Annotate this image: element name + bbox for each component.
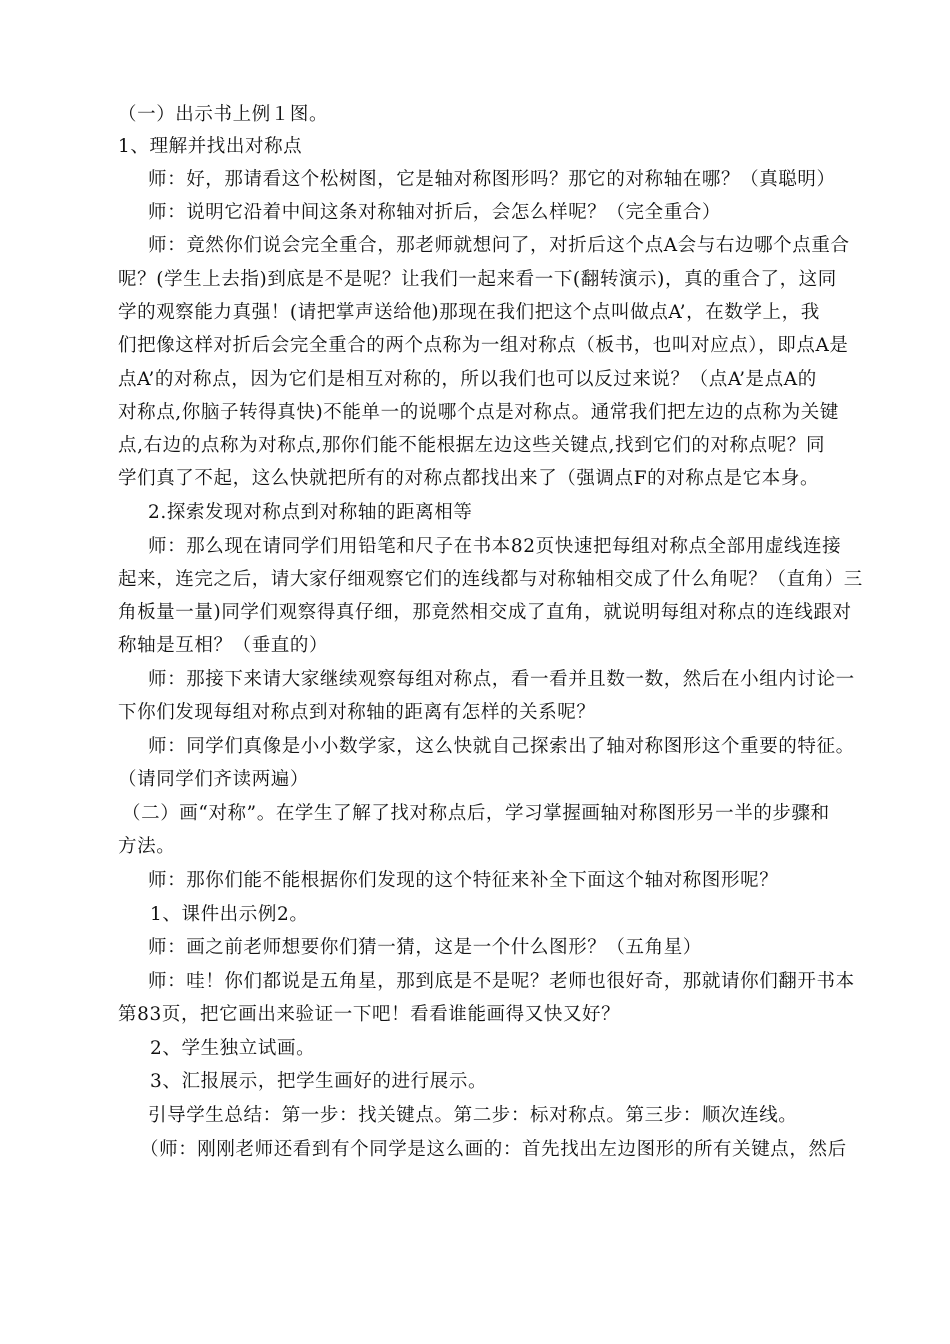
text-line: 呢？(学生上去指)到底是不是呢？让我们一起来看一下(翻转演示)，真的重合了，这同 bbox=[118, 269, 837, 290]
section-heading: 2.探索发现对称点到对称轴的距离相等 bbox=[148, 502, 473, 523]
text-line: 师：哇！你们都说是五角星，那到底是不是呢？老师也很好奇，那就请你们翻开书本 bbox=[148, 971, 855, 992]
text-line: 师：竟然你们说会完全重合，那老师就想问了，对折后这个点A会与右边哪个点重合 bbox=[148, 235, 850, 256]
section-heading: （二）画“对称”。在学生了解了找对称点后，学习掌握画轴对称图形另一半的步骤和 bbox=[122, 803, 830, 824]
text-line: 师：那接下来请大家继续观察每组对称点，看一看并且数一数，然后在小组内讨论一 bbox=[148, 669, 855, 690]
text-line: 师：画之前老师想要你们猜一猜，这是一个什么图形？（五角星） bbox=[148, 937, 702, 958]
text-line: 引导学生总结：第一步：找关键点。第二步：标对称点。第三步：顺次连线。 bbox=[148, 1105, 798, 1126]
text-line: 点,右边的点称为对称点,那你们能不能根据左边这些关键点,找到它们的对称点呢？同 bbox=[118, 435, 826, 456]
text-line: 称轴是互相？（垂直的） bbox=[118, 635, 329, 656]
text-line: 1、理解并找出对称点 bbox=[118, 136, 303, 157]
text-line: 师：说明它沿着中间这条对称轴对折后，会怎么样呢？（完全重合） bbox=[148, 202, 722, 223]
text-line: 们把像这样对折后会完全重合的两个点称为一组对称点（板书，也叫对应点），即点A是 bbox=[118, 335, 849, 356]
text-line: 师：同学们真像是小小数学家，这么快就自己探索出了轴对称图形这个重要的特征。 bbox=[148, 736, 855, 757]
text-line: 师：那么现在请同学们用铅笔和尺子在书本82页快速把每组对称点全部用虚线连接 bbox=[148, 536, 842, 557]
text-line: 第83页，把它画出来验证一下吧！看看谁能画得又快又好？ bbox=[118, 1004, 621, 1025]
text-line: 对称点,你脑子转得真快)不能单一的说哪个点是对称点。通常我们把左边的点称为关键 bbox=[118, 402, 840, 423]
text-line: 1、课件出示例2。 bbox=[150, 904, 309, 925]
text-line: （请同学们齐读两遍） bbox=[118, 769, 310, 790]
text-line: 起来，连完之后，请大家仔细观察它们的连线都与对称轴相交成了什么角呢？（直角）三 bbox=[118, 569, 863, 590]
text-line: 角板量一量)同学们观察得真仔细，那竟然相交成了直角，就说明每组对称点的连线跟对 bbox=[118, 602, 852, 623]
text-line: 方法。 bbox=[118, 836, 176, 857]
text-line: 师：好，那请看这个松树图，它是轴对称图形吗？那它的对称轴在哪？（真聪明） bbox=[148, 169, 836, 190]
text-line: 2、学生独立试画。 bbox=[150, 1038, 316, 1059]
text-line: 3、汇报展示，把学生画好的进行展示。 bbox=[150, 1071, 488, 1092]
text-line: 下你们发现每组对称点到对称轴的距离有怎样的关系呢？ bbox=[118, 702, 596, 723]
text-line: 学的观察能力真强！(请把掌声送给他)那现在我们把这个点叫做点A’，在数学上，我 bbox=[118, 302, 820, 323]
text-line: （一）出示书上例１图。 bbox=[118, 104, 329, 125]
text-line: 学们真了不起，这么快就把所有的对称点都找出来了（强调点F的对称点是它本身。 bbox=[118, 468, 820, 489]
text-line: 点A’的对称点，因为它们是相互对称的，所以我们也可以反过来说？（点A’是点A的 bbox=[118, 369, 817, 390]
text-line: （师：刚刚老师还看到有个同学是这么画的：首先找出左边图形的所有关键点，然后 bbox=[140, 1139, 847, 1160]
text-line: 师：那你们能不能根据你们发现的这个特征来补全下面这个轴对称图形呢？ bbox=[148, 870, 779, 891]
